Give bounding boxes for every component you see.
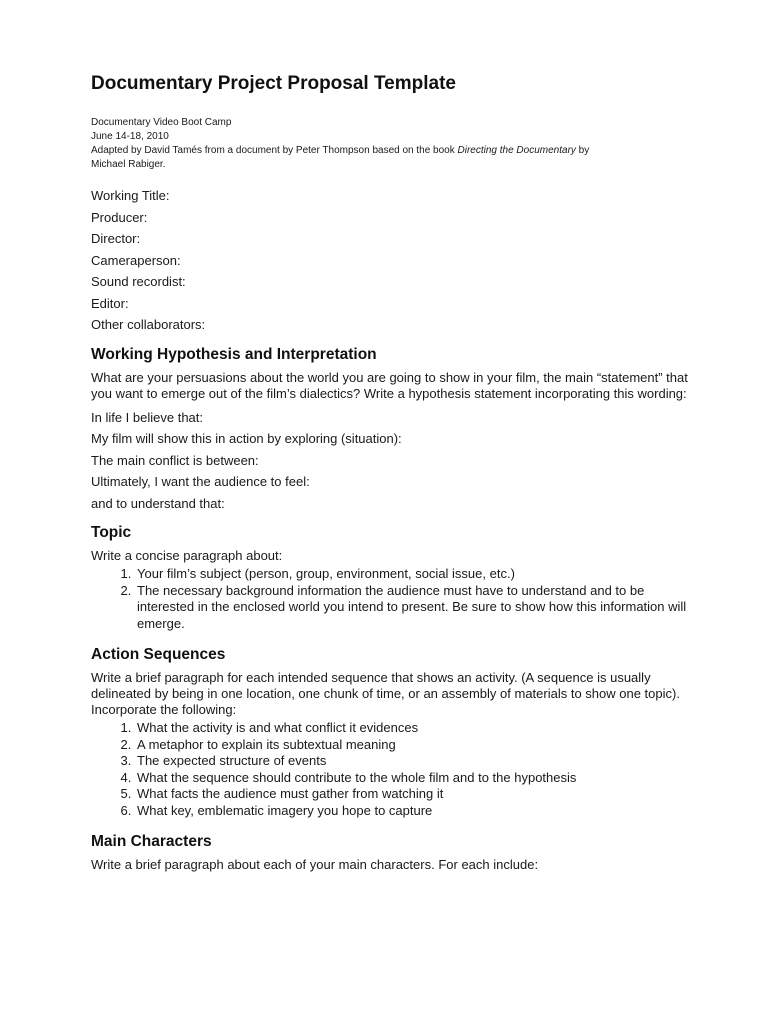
field-cameraperson: Cameraperson:	[91, 252, 181, 268]
document-meta	[91, 116, 691, 172]
field-other-collaborators: Other collaborators:	[91, 317, 206, 332]
meta-attribution	[91, 144, 691, 158]
document-title: Documentary Project Proposal Template	[91, 73, 456, 94]
prompt-line: Ultimately, I want the audience to feel:	[91, 474, 310, 489]
field-sound-recordist: Sound recordist:	[91, 274, 186, 289]
list-item: 6. What key, emblematic imagery you hope to capture	[135, 803, 691, 820]
topic-list	[91, 566, 691, 632]
prompt-line: In life I believe that:	[91, 409, 204, 425]
field-editor: Editor:	[91, 295, 129, 311]
list-item: 1. What the activity is and what conflict it evidences	[135, 720, 691, 737]
topic-heading: Topic	[91, 524, 132, 541]
topic-section	[91, 523, 691, 632]
list-item: 3. The expected structure of events	[135, 753, 691, 770]
action-list	[91, 720, 691, 819]
list-item: 2. The necessary background information the audience must have to understand and to be interested in the enclosed world you intend to present. Be sure to show how this information will emerge.	[135, 583, 691, 633]
document-page	[91, 72, 691, 873]
prompt-line: My film will show this in action by exploring (situation):	[91, 431, 402, 446]
list-item: 5. What facts the audience must gather from watching it	[135, 786, 691, 803]
action-heading: Action Sequences	[91, 646, 226, 663]
prompt-line: and to understand that:	[91, 495, 225, 511]
action-section	[91, 645, 691, 819]
project-fields	[91, 185, 691, 336]
hypothesis-section	[91, 345, 691, 515]
characters-heading: Main Characters	[91, 833, 212, 850]
hypothesis-body: What are your persuasions about the world you are going to show in your film, the main “statement” that you want to emerge out of the film’s dialectics? Write a hypothesis statement incorporating this wording:	[91, 369, 688, 401]
list-item: 1. Your film’s subject (person, group, environment, social issue, etc.)	[135, 566, 691, 583]
meta-date: June 14-18, 2010	[91, 131, 169, 142]
hypothesis-heading: Working Hypothesis and Interpretation	[91, 345, 377, 363]
meta-course: Documentary Video Boot Camp	[91, 117, 232, 128]
hypothesis-prompts	[91, 407, 691, 515]
list-item: 2. A metaphor to explain its subtextual meaning	[135, 737, 691, 754]
field-director: Director:	[91, 231, 141, 246]
action-body: Write a brief paragraph for each intended sequence that shows an activity. (A sequence is usually delineated by being in one location, one chunk of time, or an assembly of materials to show one topic). Incorporate the following:	[91, 670, 680, 717]
prompt-line: The main conflict is between:	[91, 452, 259, 468]
list-item: 4. What the sequence should contribute to the whole film and to the hypothesis	[135, 770, 691, 787]
meta-attribution-prefix: Adapted by David Tamés from a document by Peter Thompson based on the book	[91, 145, 458, 156]
characters-section	[91, 832, 691, 873]
field-producer: Producer:	[91, 209, 148, 225]
meta-author: Michael Rabiger.	[91, 159, 166, 170]
characters-body: Write a brief paragraph about each of your main characters. For each include:	[91, 857, 539, 872]
meta-book-title: Directing the Documentary	[457, 145, 576, 156]
meta-attribution-suffix: by	[575, 145, 590, 156]
field-working-title: Working Title:	[91, 188, 170, 203]
topic-body: Write a concise paragraph about:	[91, 548, 283, 563]
